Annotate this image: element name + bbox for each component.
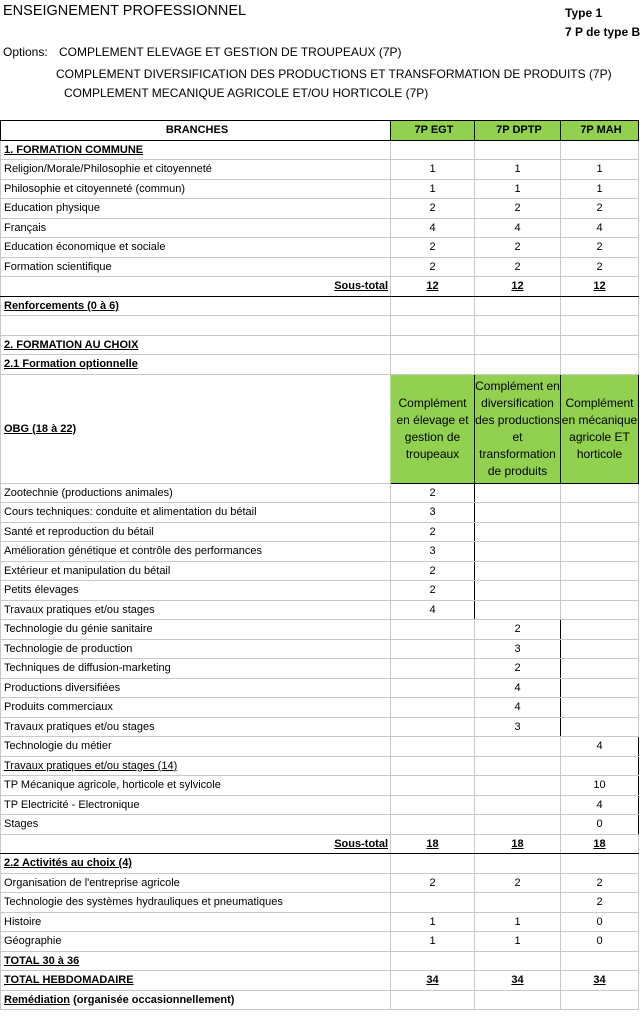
empty-cell xyxy=(561,854,639,874)
subtotal-value: 18 xyxy=(561,834,639,854)
empty-cell xyxy=(391,737,475,757)
empty-cell xyxy=(475,355,561,375)
empty-cell xyxy=(475,483,561,503)
table-row xyxy=(1,160,639,180)
remediation-note: (organisée occasionnellement) xyxy=(70,993,235,1006)
table-row xyxy=(1,179,639,199)
branch-label: TP Electricité - Electronique xyxy=(1,795,391,815)
mah-value: 1 xyxy=(561,160,639,180)
dptp-row xyxy=(1,639,639,659)
dptp-value: 4 xyxy=(475,218,561,238)
empty-cell xyxy=(391,795,475,815)
empty-cell xyxy=(391,296,475,316)
branch-label: Philosophie et citoyenneté (commun) xyxy=(1,179,391,199)
empty-cell xyxy=(391,140,475,160)
empty-cell xyxy=(391,717,475,737)
table-row xyxy=(1,218,639,238)
mah-value: 4 xyxy=(561,795,639,815)
renforcements-row xyxy=(1,296,639,316)
empty-cell xyxy=(475,951,561,971)
subtotal-value: 18 xyxy=(391,834,475,854)
egt-row xyxy=(1,581,639,601)
activity-row xyxy=(1,932,639,952)
empty-cell xyxy=(561,140,639,160)
empty-cell xyxy=(475,522,561,542)
subtotal-value: 12 xyxy=(391,277,475,297)
empty-cell xyxy=(561,659,639,679)
subtotal-value: 12 xyxy=(475,277,561,297)
empty-cell xyxy=(1,316,391,336)
remediation-label: Remédiation xyxy=(4,993,71,1006)
egt-value: 2 xyxy=(391,257,475,277)
egt-row xyxy=(1,522,639,542)
branch-label: Technologie de production xyxy=(1,639,391,659)
total-range-row xyxy=(1,951,639,971)
mah-value: 2 xyxy=(561,199,639,219)
dptp-row xyxy=(1,698,639,718)
mah-value: 10 xyxy=(561,776,639,796)
dptp-value: 2 xyxy=(475,199,561,219)
option-3: COMPLEMENT MECANIQUE AGRICOLE ET/OU HORTICOLE (7P) xyxy=(64,86,429,100)
empty-cell xyxy=(475,815,561,835)
branch-label: Zootechnie (productions animales) xyxy=(1,483,391,503)
table-row xyxy=(1,257,639,277)
branch-label: TP Mécanique agricole, horticole et sylvicole xyxy=(1,776,391,796)
egt-value: 2 xyxy=(391,199,475,219)
branch-label: Organisation de l'entreprise agricole xyxy=(1,873,391,893)
total-value: 34 xyxy=(391,971,475,991)
dptp-value: 2 xyxy=(475,238,561,258)
option-desc-egt: Complément en élevage et gestion de troupeaux xyxy=(391,374,475,483)
branches-header: BRANCHES xyxy=(1,121,391,141)
branch-label: Technologie du génie sanitaire xyxy=(1,620,391,640)
mah-value: 2 xyxy=(561,893,639,913)
dptp-value: 1 xyxy=(475,912,561,932)
egt-row xyxy=(1,542,639,562)
empty-cell xyxy=(475,335,561,355)
egt-value xyxy=(391,893,475,913)
egt-value: 2 xyxy=(391,561,475,581)
egt-value: 3 xyxy=(391,503,475,523)
branch-label: Techniques de diffusion-marketing xyxy=(1,659,391,679)
type-sublabel: 7 P de type B xyxy=(565,25,641,39)
branch-label: Géographie xyxy=(1,932,391,952)
egt-row xyxy=(1,503,639,523)
dptp-row xyxy=(1,659,639,679)
egt-value: 2 xyxy=(391,522,475,542)
egt-value: 1 xyxy=(391,179,475,199)
subtotal-label: Sous-total xyxy=(1,277,391,297)
empty-cell xyxy=(391,316,475,336)
mah-value: 0 xyxy=(561,932,639,952)
egt-value: 1 xyxy=(391,160,475,180)
subtotal-value: 18 xyxy=(475,834,561,854)
branch-label: Education physique xyxy=(1,199,391,219)
dptp-value: 2 xyxy=(475,620,561,640)
empty-cell xyxy=(561,717,639,737)
empty-cell xyxy=(475,854,561,874)
branch-label: Travaux pratiques et/ou stages xyxy=(1,717,391,737)
subtotal-row xyxy=(1,834,639,854)
obg-row xyxy=(1,374,639,483)
empty-cell xyxy=(475,600,561,620)
dptp-row xyxy=(1,678,639,698)
option-2: COMPLEMENT DIVERSIFICATION DES PRODUCTIONS ET TRANSFORMATION DE PRODUITS (7P) xyxy=(56,67,612,81)
total-row xyxy=(1,971,639,991)
obg-label: OBG (18 à 22) xyxy=(1,374,391,483)
egt-value: 2 xyxy=(391,873,475,893)
empty-cell xyxy=(475,776,561,796)
empty-cell xyxy=(561,698,639,718)
branch-label: Technologie des systèmes hydrauliques et pneumatiques xyxy=(1,893,391,913)
empty-cell xyxy=(561,990,639,1010)
empty-cell xyxy=(475,795,561,815)
branch-label: Travaux pratiques et/ou stages xyxy=(1,600,391,620)
options-label: Options: xyxy=(3,45,48,59)
empty-cell xyxy=(475,542,561,562)
empty-cell xyxy=(391,951,475,971)
empty-cell xyxy=(475,737,561,757)
type-label: Type 1 xyxy=(565,6,603,20)
egt-value: 1 xyxy=(391,932,475,952)
dptp-value: 2 xyxy=(475,873,561,893)
empty-cell xyxy=(475,296,561,316)
empty-cell xyxy=(475,503,561,523)
empty-cell xyxy=(475,990,561,1010)
section-row xyxy=(1,140,639,160)
renforcements-label: Renforcements (0 à 6) xyxy=(1,296,391,316)
activity-row xyxy=(1,873,639,893)
empty-cell xyxy=(391,756,475,776)
branch-label: Histoire xyxy=(1,912,391,932)
total-value: 34 xyxy=(475,971,561,991)
table-row xyxy=(1,199,639,219)
total-label: TOTAL HEBDOMADAIRE xyxy=(1,971,391,991)
dptp-value: 1 xyxy=(475,160,561,180)
page-title: ENSEIGNEMENT PROFESSIONNEL xyxy=(3,3,247,19)
empty-cell xyxy=(391,854,475,874)
empty-cell xyxy=(391,659,475,679)
remediation-cell xyxy=(1,990,391,1010)
dptp-value: 4 xyxy=(475,698,561,718)
egt-row xyxy=(1,561,639,581)
table-row xyxy=(1,238,639,258)
subtotal-value: 12 xyxy=(561,277,639,297)
empty-cell xyxy=(561,561,639,581)
empty-cell xyxy=(561,522,639,542)
branch-label: Français xyxy=(1,218,391,238)
section-title: 2. FORMATION AU CHOIX xyxy=(1,335,391,355)
option-desc-mah: Complément en mécanique agricole ET horticole xyxy=(561,374,639,483)
empty-cell xyxy=(475,316,561,336)
branch-label: Travaux pratiques et/ou stages (14) xyxy=(1,756,391,776)
activity-row xyxy=(1,893,639,913)
section-row xyxy=(1,335,639,355)
empty-cell xyxy=(391,335,475,355)
mah-row xyxy=(1,756,639,776)
empty-cell xyxy=(561,542,639,562)
egt-row xyxy=(1,600,639,620)
empty-cell xyxy=(561,296,639,316)
activity-row xyxy=(1,912,639,932)
empty-cell xyxy=(391,678,475,698)
empty-cell xyxy=(561,639,639,659)
curriculum-table xyxy=(0,120,639,1010)
dptp-header: 7P DPTP xyxy=(475,121,561,141)
mah-header: 7P MAH xyxy=(561,121,639,141)
branch-label: Amélioration génétique et contrôle des performances xyxy=(1,542,391,562)
branch-label: Stages xyxy=(1,815,391,835)
empty-cell xyxy=(391,815,475,835)
subtotal-label: Sous-total xyxy=(1,834,391,854)
mah-value: 2 xyxy=(561,873,639,893)
total-range-label: TOTAL 30 à 36 xyxy=(1,951,391,971)
branch-label: Productions diversifiées xyxy=(1,678,391,698)
dptp-value: 4 xyxy=(475,678,561,698)
mah-row xyxy=(1,795,639,815)
dptp-row xyxy=(1,717,639,737)
empty-cell xyxy=(391,620,475,640)
section-title: 1. FORMATION COMMUNE xyxy=(1,140,391,160)
remediation-row xyxy=(1,990,639,1010)
branch-label: Religion/Morale/Philosophie et citoyenneté xyxy=(1,160,391,180)
dptp-value: 3 xyxy=(475,639,561,659)
egt-value: 2 xyxy=(391,238,475,258)
empty-cell xyxy=(391,355,475,375)
egt-value: 4 xyxy=(391,600,475,620)
empty-cell xyxy=(561,620,639,640)
mah-value: 0 xyxy=(561,815,639,835)
empty-cell xyxy=(475,581,561,601)
empty-cell xyxy=(561,483,639,503)
empty-cell xyxy=(561,581,639,601)
mah-value: 2 xyxy=(561,238,639,258)
egt-header: 7P EGT xyxy=(391,121,475,141)
section-title: 2.1 Formation optionnelle xyxy=(1,355,391,375)
branch-label: Petits élevages xyxy=(1,581,391,601)
empty-cell xyxy=(391,990,475,1010)
dptp-value: 2 xyxy=(475,257,561,277)
option-desc-dptp: Complément en diversification des productions et transformation de produits xyxy=(475,374,561,483)
empty-cell xyxy=(561,600,639,620)
egt-value: 2 xyxy=(391,581,475,601)
mah-value: 4 xyxy=(561,737,639,757)
branch-label: Education économique et sociale xyxy=(1,238,391,258)
empty-cell xyxy=(561,503,639,523)
mah-row xyxy=(1,815,639,835)
section-row xyxy=(1,854,639,874)
empty-cell xyxy=(391,698,475,718)
egt-row xyxy=(1,483,639,503)
mah-value xyxy=(561,756,639,776)
dptp-value: 1 xyxy=(475,179,561,199)
egt-value: 4 xyxy=(391,218,475,238)
dptp-value xyxy=(475,893,561,913)
empty-cell xyxy=(561,678,639,698)
empty-cell xyxy=(561,316,639,336)
dptp-value: 2 xyxy=(475,659,561,679)
branch-label: Technologie du métier xyxy=(1,737,391,757)
header-row xyxy=(1,121,639,141)
mah-value: 2 xyxy=(561,257,639,277)
total-value: 34 xyxy=(561,971,639,991)
egt-value: 3 xyxy=(391,542,475,562)
egt-value: 1 xyxy=(391,912,475,932)
spacer-row xyxy=(1,316,639,336)
option-1: COMPLEMENT ELEVAGE ET GESTION DE TROUPEAUX (7P) xyxy=(59,45,402,59)
mah-row xyxy=(1,737,639,757)
mah-value: 0 xyxy=(561,912,639,932)
branch-label: Santé et reproduction du bétail xyxy=(1,522,391,542)
branch-label: Extérieur et manipulation du bétail xyxy=(1,561,391,581)
dptp-value: 1 xyxy=(475,932,561,952)
empty-cell xyxy=(561,951,639,971)
mah-row xyxy=(1,776,639,796)
empty-cell xyxy=(391,776,475,796)
dptp-value: 3 xyxy=(475,717,561,737)
egt-value: 2 xyxy=(391,483,475,503)
empty-cell xyxy=(561,355,639,375)
empty-cell xyxy=(475,140,561,160)
branch-label: Cours techniques: conduite et alimentation du bétail xyxy=(1,503,391,523)
empty-cell xyxy=(391,639,475,659)
dptp-row xyxy=(1,620,639,640)
section-title: 2.2 Activités au choix (4) xyxy=(1,854,391,874)
subtotal-row xyxy=(1,277,639,297)
empty-cell xyxy=(475,561,561,581)
empty-cell xyxy=(475,756,561,776)
section-row xyxy=(1,355,639,375)
mah-value: 4 xyxy=(561,218,639,238)
empty-cell xyxy=(561,335,639,355)
branch-label: Formation scientifique xyxy=(1,257,391,277)
branch-label: Produits commerciaux xyxy=(1,698,391,718)
mah-value: 1 xyxy=(561,179,639,199)
